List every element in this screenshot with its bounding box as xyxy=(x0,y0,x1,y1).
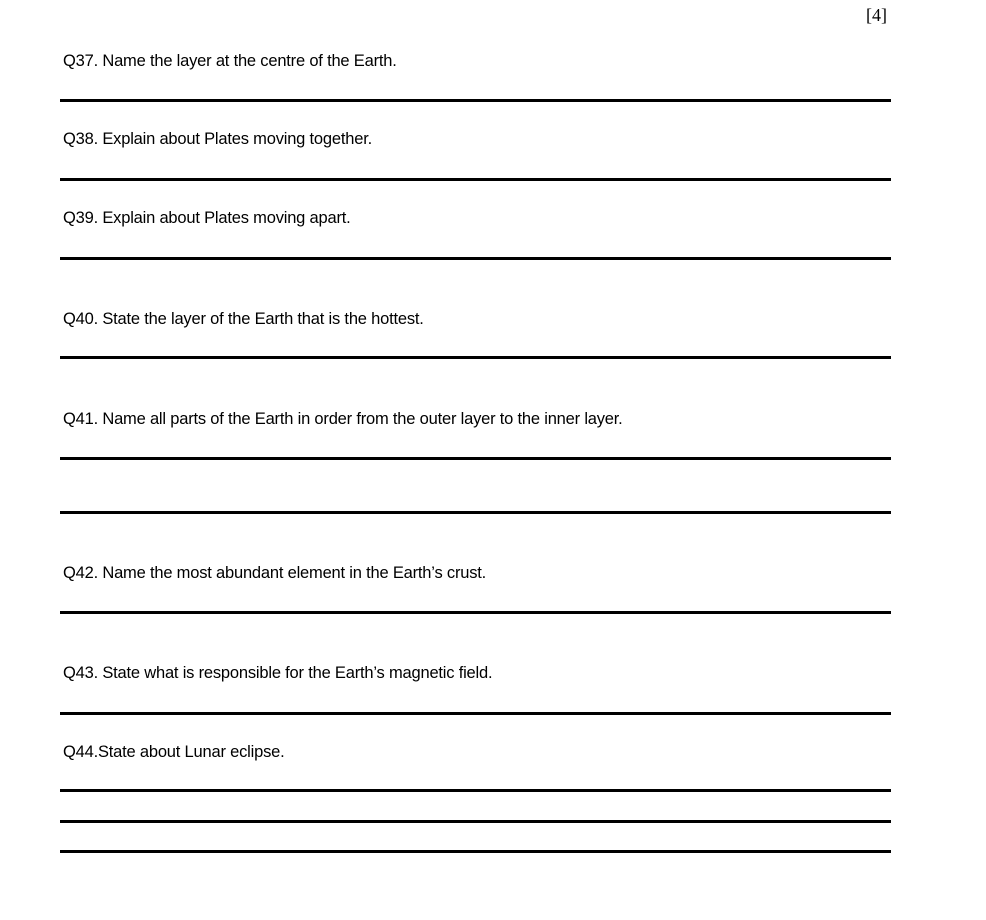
answer-line xyxy=(60,820,891,823)
answer-line xyxy=(60,178,891,181)
answer-line xyxy=(60,257,891,260)
question-38: Q38. Explain about Plates moving together. xyxy=(63,130,372,148)
question-39: Q39. Explain about Plates moving apart. xyxy=(63,209,351,227)
answer-line xyxy=(60,511,891,514)
question-37: Q37. Name the layer at the centre of the Earth. xyxy=(63,52,397,70)
answer-line xyxy=(60,712,891,715)
answer-line xyxy=(60,356,891,359)
marks-label: [4] xyxy=(866,5,887,25)
answer-line xyxy=(60,850,891,853)
question-42: Q42. Name the most abundant element in the Earth’s crust. xyxy=(63,564,487,582)
answer-line xyxy=(60,611,891,614)
question-43: Q43. State what is responsible for the Earth’s magnetic field. xyxy=(63,664,493,682)
answer-line xyxy=(60,789,891,792)
question-44: Q44.State about Lunar eclipse. xyxy=(63,743,285,761)
question-41: Q41. Name all parts of the Earth in order from the outer layer to the inner layer. xyxy=(63,410,623,428)
answer-line xyxy=(60,99,891,102)
answer-line xyxy=(60,457,891,460)
question-40: Q40. State the layer of the Earth that is the hottest. xyxy=(63,310,424,328)
